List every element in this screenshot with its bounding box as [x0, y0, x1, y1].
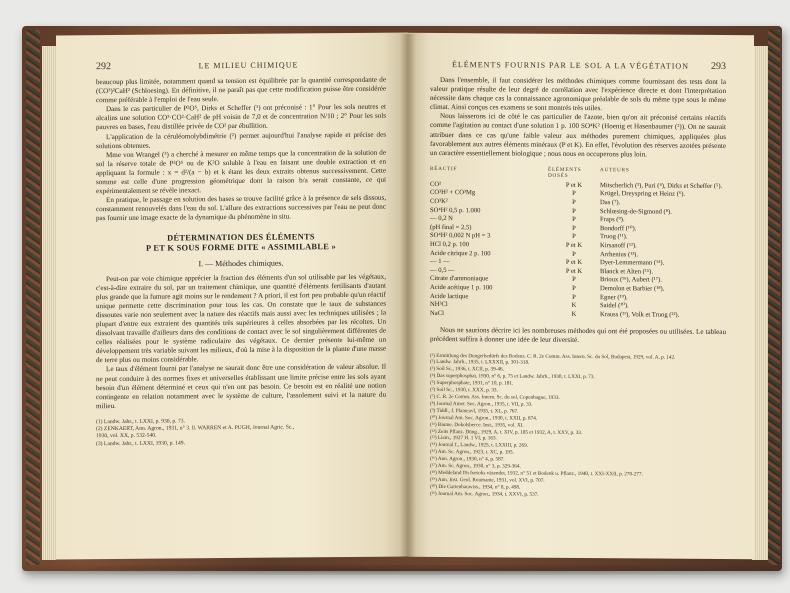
paragraph: beaucoup plus limitée, notamment quand sa tension est équilibrée par la quantité correspondante de (CO³)²CaH² (Schloesing). En définitive, il ne paraît pas que cette modification puisse être considérée comme préférable à l'emploi de l'eau seule.: [96, 75, 386, 105]
table-cell: HCl 0,2 p. 100: [430, 240, 470, 249]
paragraph: Dans l'ensemble, il faut considérer les méthodes chimiques comme fournissant des tests dont la valeur pratique résulte de leur degré de corrélation avec l'expérience directe et dont l'interprétation nécessite dans chaque cas la connaissance agronomique préalable de sols du même type sous le même climat. Ainsi conçus ces examens se sont montrés très utiles.: [430, 76, 726, 113]
table-header-elements: ÉLÉMENTS DOSÉS: [548, 166, 582, 179]
table-cell: Citrate d'ammoniaque: [430, 275, 489, 283]
table-cell: CO³H² + CO³Mg: [430, 189, 476, 197]
marbled-edge-left: [26, 30, 40, 565]
footnote: (¹⁶) Ann. Agron., 1930, n° 4, p. 587.: [430, 456, 505, 463]
footnote: (¹) Ermittlung des Dungerbedürfs des Bodens. C. R. 2e Comm. Ass. Intern. Sc. du Sol, Budapest, 1929, vol. A, p. 142.: [430, 352, 676, 361]
right-running-title: ÉLÉMENTS FOURNIS PAR LE SOL A LA VÉGÉTATION: [452, 60, 689, 71]
page-edges-left: [42, 46, 56, 560]
table-cell: P et K: [565, 241, 583, 250]
footnote: (²⁰) Die Gartenbauwiss., 1934, n° 8, p. 498.: [430, 483, 521, 491]
left-running-head: [96, 59, 386, 73]
table-cell: Bondorff (¹⁰).: [600, 224, 637, 233]
left-page-number: 292: [96, 61, 111, 73]
left-body-2: [96, 272, 386, 411]
footnote: (²) Landw. Jahrb., 1935, t. LXXXII, p. 301-318.: [430, 359, 530, 367]
table-cell: Brioux (¹⁶), Aubert (¹⁷).: [600, 276, 662, 284]
section-title-line-1: DÉTERMINATION DES ÉLÉMENTS: [167, 231, 315, 243]
right-running-head: [430, 59, 726, 72]
table-cell: P: [572, 207, 576, 215]
table-header-reagent: RÉACTIF: [430, 165, 458, 172]
table-cell: CO²: [430, 180, 442, 188]
table-cell: SO⁴H² 0,5 p. 1.000: [430, 206, 481, 214]
table-cell: Mitscherlich (³), Puri (⁴), Dirks et Scheffer (⁵).: [600, 181, 723, 190]
paragraph: En pratique, le passage en solution des bases se trouve facilité grâce à la présence de sels dissous, constamment renouvelés dans l'eau du sol. L'allure des extractions successives par l'eau ne peut donc pas fournir une image exacte de la dynamique du phénomène in situ.: [96, 193, 386, 223]
table-cell: — 0,5 —: [430, 266, 455, 274]
footnote: 1930, vol. XX, p. 532-540.: [96, 432, 157, 440]
table-cell: P: [572, 276, 576, 284]
table-cell: Krügel, Dreyspring et Heinz (⁶).: [600, 190, 686, 199]
paragraph: Nous ne saurions décrire ici les nombreuses méthodes qui ont été proposées ou utilisées. Le tableau précédent suffira à donner une idée de leur diversité.: [430, 326, 726, 345]
table-cell: Krauss (²¹), Volk et Truog (²²).: [600, 310, 680, 319]
table-cell: Blanck et Alten (¹⁵).: [600, 267, 653, 276]
table-cell: P: [572, 224, 576, 232]
table-cell: K: [571, 310, 577, 318]
table-cell: P et K: [565, 181, 583, 189]
footnote: (¹²) Zeits Pflanz. Düng., 1929, A, t. XIV, p. 185 et 1932, A, t. XXV, p. 33.: [430, 428, 583, 436]
left-running-title: LE MILIEU CHIMIQUE: [198, 60, 299, 71]
footnote: (¹⁰) Journal Am. Soc. Agron., 1930, t. XXII, p. 874.: [430, 414, 538, 422]
footnote: (2) ZENKAERT, Ann. Agron., 1931, n° 3. ll. WARREN et A. PUGH, Journal Agric. Sc.,: [96, 424, 295, 433]
table-cell: NaCl: [430, 309, 444, 317]
right-page: [408, 33, 754, 559]
paragraph: Peut-on par voie chimique apprécier la fraction des éléments d'un sol utilisable par les végétaux, c'est-à-dire extraire du sol, par un traitement chimique, une quantité d'éléments fertilisants d'autant plus grande que la fumure agit moins sur le rendement ? A priori, il est fort peu probable qu'un réactif unique permette cette discrimination pour tous les cas. On constate que le taux de substances dissoutes varie non seulement avec la nature des réactifs mais aussi avec les techniques utilisées ; la plupart d'entre eux extraient des quantités très supérieures à celles absorbées par les récoltes. Un dissolvant travaille d'ailleurs dans des conditions de contact avec le sol singulièrement différentes de celles réalisées pour le système radiculaire des végétaux. Ce dernier présente lui-même un développement très variable suivant les milieux, d'où la mise à la disposition de la plante d'une masse de terre plus ou moins considérable.: [96, 272, 386, 365]
table-cell: SO⁴H² 0,002 N pH = 3: [430, 232, 491, 240]
table-cell: P: [572, 293, 576, 301]
left-page: [56, 32, 408, 559]
table-cell: Schlœsing-de-Sigmond (⁸).: [600, 207, 672, 216]
paragraph: L'application de la céruléomolybdimétrie (²) permet aujourd'hui l'analyse rapide et précise des solutions obtenues.: [96, 130, 386, 150]
footnote: (²¹) Journal Am. Soc. Agron., 1934, t. XXVI, p. 537.: [430, 490, 539, 498]
table-header: [430, 166, 726, 180]
table-cell: Acide citrique 2 p. 100: [430, 249, 491, 257]
table-cell: (pH final = 2,5): [430, 223, 472, 232]
section-title-line-2: P ET K SOUS FORME DITE « ASSIMILABLE »: [146, 241, 336, 253]
reagent-table: [430, 181, 726, 321]
footnote: (¹⁵) Am. Sc. Agron., 1923, t. XC, p. 195.: [430, 449, 514, 456]
table-cell: P: [572, 284, 576, 292]
table-cell: Acide acétique 1 p. 100: [430, 283, 493, 292]
table-cell: Fraps (⁹).: [600, 216, 625, 224]
book-shadow: [22, 565, 782, 575]
right-page-number: 293: [711, 60, 726, 73]
footnote: (³) Soil Sc., 1936, t. XCII, p. 39-46.: [430, 366, 504, 373]
table-cell: K: [571, 302, 577, 310]
left-body: [96, 76, 386, 224]
table-cell: P: [572, 198, 576, 206]
table-cell: P: [572, 190, 576, 198]
footnote: (⁹) Tiddl., f. Planteavl, 1935, t. XL, p. 767.: [430, 407, 519, 415]
footnote: (⁴) Das superphosphat, 1930, n° 6, p. 75 et Landw. Jahrb., 1930, t. LXXI, p. 73.: [430, 373, 595, 381]
footnote: (⁵) Superphosphate, 1931, n° 10, p. 181.: [430, 380, 514, 387]
right-body-2: [430, 326, 726, 346]
left-footnotes: [96, 417, 386, 448]
table-cell: NH³Cl: [430, 301, 448, 309]
footnote: (1) Landw. Jahr., t. LXXI, p. 930, p. 73.: [96, 418, 185, 426]
table-row: [430, 310, 726, 321]
table-cell: Dyer-Lemmermann (¹⁴).: [600, 259, 665, 267]
marbled-edge-right: [768, 30, 780, 565]
table-cell: Egner (¹⁹).: [600, 293, 628, 301]
right-body: [430, 76, 726, 160]
table-cell: — 0,2 N: [430, 215, 453, 223]
table-cell: P: [572, 250, 576, 258]
paragraph: Dans le cas particulier de P²O⁵, Dirks et Scheffer (¹) ont préconisé : 1° Pour les sols neutres et alcalins une solution CO³·CO²·CaH² de pH voisin de 7,0 et de concentration N/10 ; 2° Pour les sols pauvres en bases, l'eau distillée privée de CO² par ébullition.: [96, 102, 386, 132]
book-gutter: [400, 34, 416, 558]
paragraph: Le taux d'élément fourni par l'analyse ne saurait donc être une considération de valeur absolue. Il ne peut conduire à des normes fixes et universelles établissant une limite précise entre les sols ayant besoin d'un élément déterminé et ceux qui n'en ont pas besoin. Ce besoin est en réalité une notion contingente en relation notamment avec le système de culture, l'assolement suivi et la nature du milieu.: [96, 363, 386, 410]
footnote: (⁶) Soil Sc., 1930, t. XXX, p. 33.: [430, 387, 498, 394]
table-cell: P: [572, 216, 576, 224]
footnote: (¹⁴) Journal f., Landw., 1925, t. LXXIII, p. 269.: [430, 442, 528, 449]
table-cell: Demolon et Barbier (¹⁸).: [600, 285, 665, 293]
table-cell: CO³K²: [430, 197, 448, 206]
footnote: (⁷) C. R. 2e Comm. Ass. Intern. Sc. du sol, Copenhague, 1933.: [430, 393, 560, 401]
footnote: (¹⁷) Am. Sc. Agron., 1930, n° 3, p. 329-364.: [430, 462, 521, 470]
footnote: (3) Landw. Jahr., t. LXXI, 1930, p. 149.: [96, 439, 185, 447]
table-cell: P et K: [565, 259, 583, 267]
table-header-authors: AUTEURS: [600, 166, 630, 174]
footnote: (¹⁹) Ann. Inst. Geol. Roumanie, 1931, vol. XVI, p. 707.: [430, 476, 545, 484]
table-cell: — 1 —: [430, 258, 450, 266]
footnote: (¹⁸) Meddeland fr̄n forsoks väsendet, 1932, n° 51 et Bodenk u. Pflanz., 1940, t. XXI-XXII, p. 270-277.: [430, 469, 643, 478]
table-cell: Arrhenius (¹³).: [600, 250, 639, 258]
paragraph: Mme von Wrangel (³) a cherché à mesurer en même temps que la concentration de la solution de sol la réserve totale de P²O⁵ ou de K²O soluble à l'eau en faisant une double extraction et en appliquant la formule : x = d²/(a − b) et k étant les deux extraits obtenus successivement. Cette somme est celle d'une progression géométrique dont la raison b/a serait constante, ce qui expérimentalement se révèle inexact.: [96, 148, 386, 196]
table-cell: Das (⁷).: [600, 199, 621, 207]
page-edges-right: [752, 46, 768, 560]
table-cell: Truog (¹¹).: [600, 233, 628, 241]
footnote: (⁸) Journal Amer. Soc. Agron., 1935, t. VII, p. 33.: [430, 400, 533, 408]
table-cell: Kirsanoff (¹²).: [600, 242, 637, 250]
table-cell: Saidel (²⁰).: [600, 302, 629, 310]
footnote: (¹¹) Biume. Dokolsberce. Inst., 1935, vol. XI.: [430, 421, 524, 429]
footnote: (¹³) Liem., 1927 H. 1 VI, p. 163.: [430, 435, 497, 442]
right-footnotes: [430, 352, 726, 499]
table-cell: P et K: [565, 267, 583, 275]
table-cell: Acide lactique: [430, 292, 469, 300]
section-title: [96, 231, 386, 254]
paragraph: Nous laisserons ici de côté le cas particulier de l'azote, bien qu'on ait préconisé certains réactifs comme l'agitation au contact d'une solution 1 p. 100 SO⁴K² (Hoenig et Hasenbaumer (²)). On ne saurait attribuer dans ce cas qu'une faible valeur aux méthodes purement chimiques, appliquées plus favorablement aux autres éléments minéraux (P et K). En effet, l'évolution des réserves azotées présente un caractère essentiellement biologique ; nous nous en occuperons plus loin.: [430, 112, 726, 159]
table-cell: P: [572, 233, 576, 241]
subsection-title: I. — Méthodes chimiques.: [198, 258, 284, 268]
